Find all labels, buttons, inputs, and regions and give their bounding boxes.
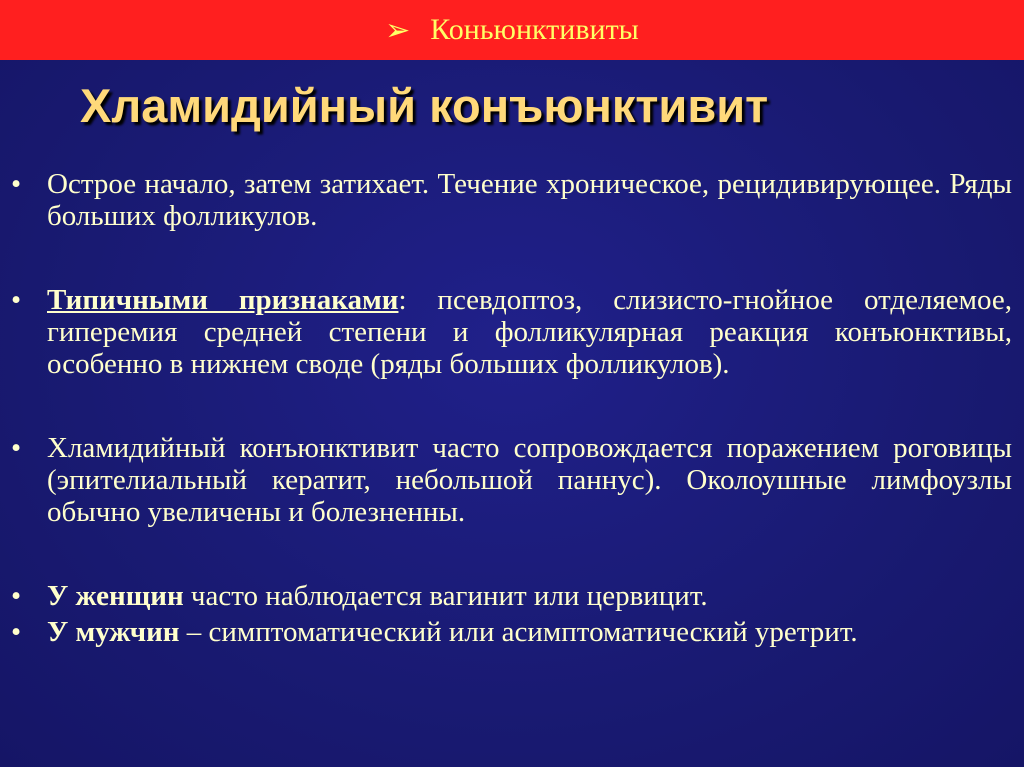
bullet-dot-icon: •	[11, 432, 22, 464]
bullet-item-cornea	[0, 432, 1024, 528]
bullet-label: У женщин	[47, 580, 184, 612]
arrow-bullet-icon: ➢	[385, 13, 411, 47]
bullet-label: Типичными признаками	[47, 284, 399, 316]
bullet-text: Острое начало, затем затихает. Течение хроническое, рецидивирующее. Ряды больших фолликулов.	[47, 168, 1012, 232]
bullet-item-onset	[0, 168, 1024, 232]
bullet-text: – симптоматический или асимптоматический уретрит.	[179, 616, 858, 648]
bullet-item-typical-signs	[0, 284, 1024, 380]
bullet-dot-icon: •	[11, 580, 22, 612]
header-bar	[0, 0, 1024, 60]
bullet-dot-icon: •	[11, 284, 22, 316]
slide-title: Хламидийный конъюнктивит	[80, 79, 769, 132]
bullet-text: : псевдоптоз, слизисто-гнойное отделяемое, гиперемия средней степени и фолликулярная реакция конъюнктивы, особенно в нижнем своде (ряды больших фолликулов).	[47, 284, 1012, 380]
bullet-dot-icon: •	[11, 168, 22, 200]
bullet-text: часто наблюдается вагинит или цервицит.	[183, 580, 708, 612]
bullet-text: Хламидийный конъюнктивит часто сопровождается поражением роговицы (эпителиальный кератит, небольшой паннус). Околоушные лимфоузлы обычно увеличены и болезненны.	[47, 432, 1012, 528]
bullet-list	[0, 168, 1024, 648]
bullet-dot-icon: •	[11, 616, 22, 648]
bullet-label: У мужчин	[47, 616, 180, 648]
header-title: Коньюнктивиты	[430, 13, 639, 46]
bullet-item-men	[0, 616, 1024, 648]
bullet-item-women	[0, 580, 1024, 612]
